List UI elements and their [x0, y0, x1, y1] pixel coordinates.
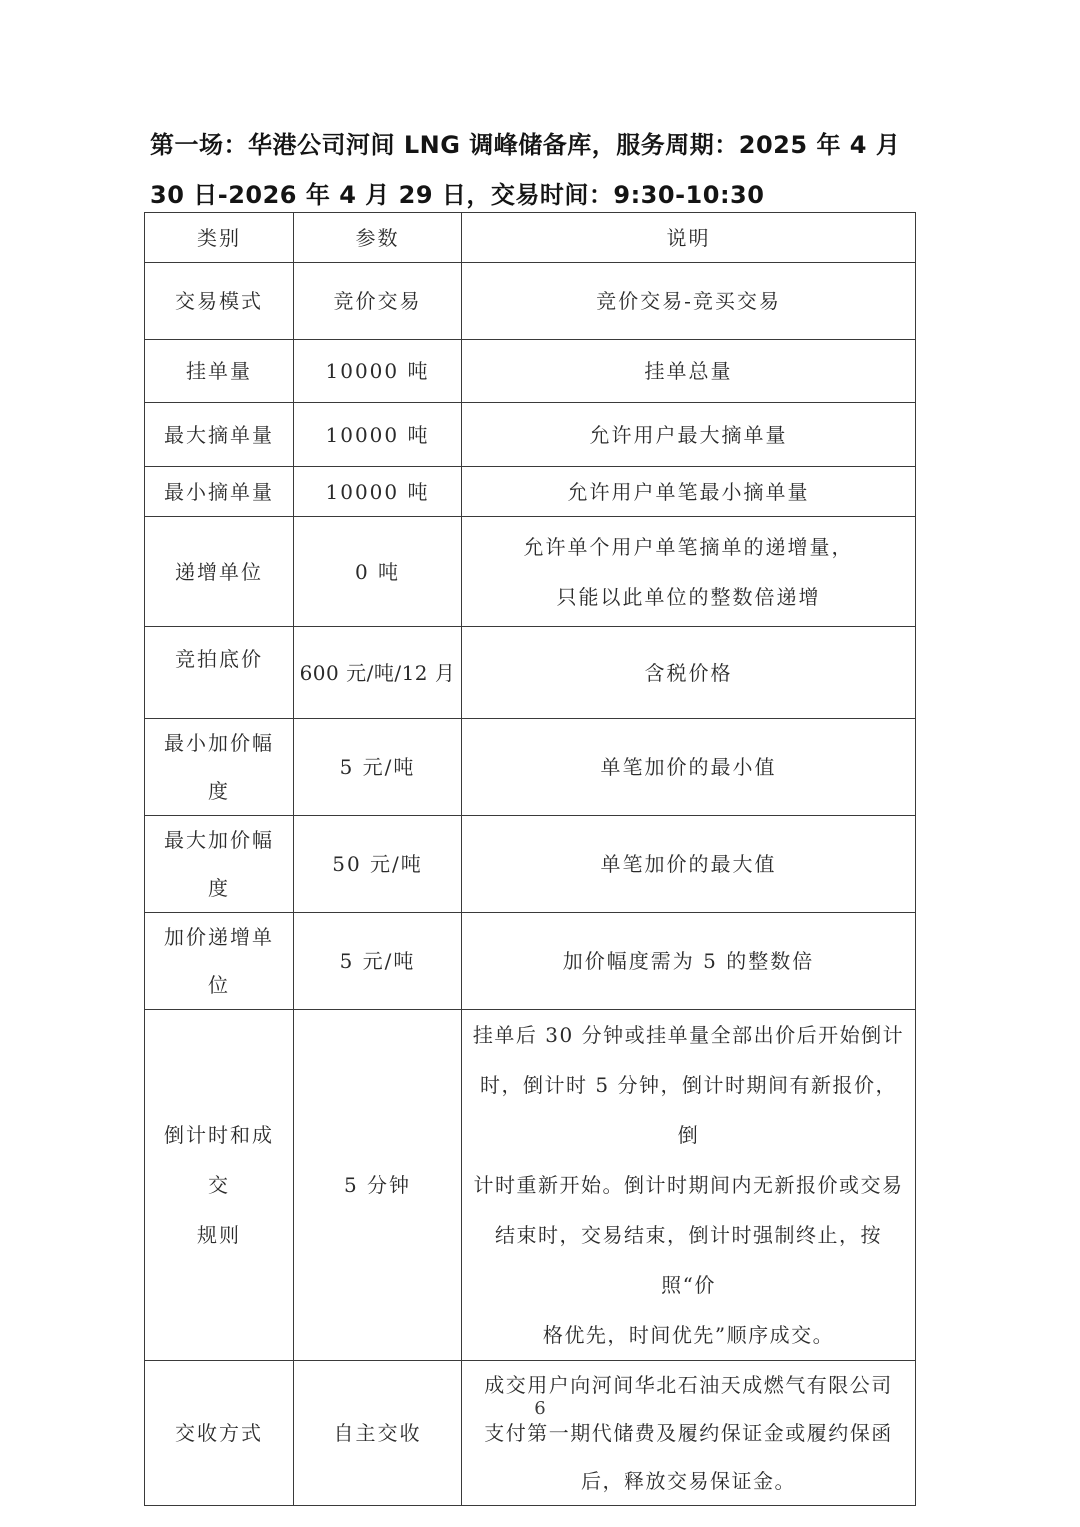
row-desc: 单笔加价的最大值	[462, 816, 916, 913]
row-desc	[462, 1361, 916, 1506]
row-param: 10000 吨	[294, 403, 462, 467]
table-row	[145, 1361, 916, 1506]
row-param: 自主交收	[294, 1361, 462, 1506]
row-category	[145, 1010, 294, 1361]
page-number: 6	[534, 1398, 546, 1419]
desc-line: 结束时，交易结束，倒计时强制终止，按照“价	[495, 1223, 882, 1297]
header-param: 参数	[294, 213, 462, 263]
row-category: 加价递增单位	[145, 913, 294, 1010]
table-row	[145, 517, 916, 627]
row-param: 0 吨	[294, 517, 462, 627]
row-desc: 单笔加价的最小值	[462, 719, 916, 816]
table-row	[145, 913, 916, 1010]
table-header-row	[145, 213, 916, 263]
row-category: 挂单量	[145, 340, 294, 403]
desc-line: 时，倒计时 5 分钟，倒计时期间有新报价，倒	[480, 1073, 897, 1147]
row-category: 交易模式	[145, 263, 294, 340]
section-heading	[150, 120, 930, 220]
row-param: 5 元/吨	[294, 913, 462, 1010]
desc-line: 允许单个用户单笔摘单的递增量，	[523, 534, 854, 559]
desc-line: 成交用户向河间华北石油天成燃气有限公司	[484, 1373, 893, 1397]
desc-line: 计时重新开始。倒计时期间内无新报价或交易	[473, 1173, 904, 1197]
category-line: 规则	[197, 1223, 241, 1247]
row-desc	[462, 517, 916, 627]
row-category: 交收方式	[145, 1361, 294, 1506]
row-desc: 允许用户最大摘单量	[462, 403, 916, 467]
row-param: 600 元/吨/12 月	[294, 627, 462, 719]
table-row	[145, 719, 916, 816]
row-desc: 加价幅度需为 5 的整数倍	[462, 913, 916, 1010]
table-row	[145, 1010, 916, 1361]
row-desc: 竞价交易-竞买交易	[462, 263, 916, 340]
row-desc	[462, 1010, 916, 1361]
row-desc: 含税价格	[462, 627, 916, 719]
row-category: 最小摘单量	[145, 467, 294, 517]
row-param: 5 分钟	[294, 1010, 462, 1361]
table-row	[145, 403, 916, 467]
desc-line: 挂单后 30 分钟或挂单量全部出价后开始倒计	[472, 1023, 905, 1047]
row-param: 竞价交易	[294, 263, 462, 340]
table-row	[145, 467, 916, 517]
table-row	[145, 627, 916, 719]
row-desc: 允许用户单笔最小摘单量	[462, 467, 916, 517]
row-category: 竞拍底价	[145, 627, 294, 719]
row-desc: 挂单总量	[462, 340, 916, 403]
category-line: 倒计时和成交	[164, 1123, 274, 1197]
heading-line-2: 30 日-2026 年 4 月 29 日，交易时间：9:30-10:30	[150, 181, 765, 209]
desc-line: 只能以此单位的整数倍递增	[556, 584, 821, 609]
row-category: 最大摘单量	[145, 403, 294, 467]
heading-line-1: 第一场：华港公司河间 LNG 调峰储备库，服务周期：2025 年 4 月	[150, 131, 901, 159]
trading-parameters-table	[144, 212, 916, 1506]
row-param: 5 元/吨	[294, 719, 462, 816]
row-param: 10000 吨	[294, 467, 462, 517]
table-row	[145, 263, 916, 340]
header-category: 类别	[145, 213, 294, 263]
row-category: 递增单位	[145, 517, 294, 627]
desc-line: 后，释放交易保证金。	[581, 1469, 796, 1493]
row-category: 最大加价幅度	[145, 816, 294, 913]
row-category: 最小加价幅度	[145, 719, 294, 816]
header-desc: 说明	[462, 213, 916, 263]
desc-line: 格优先，时间优先”顺序成交。	[542, 1323, 835, 1347]
table-row	[145, 340, 916, 403]
row-param: 10000 吨	[294, 340, 462, 403]
table-row	[145, 816, 916, 913]
desc-line: 支付第一期代储费及履约保证金或履约保函	[484, 1421, 893, 1445]
row-param: 50 元/吨	[294, 816, 462, 913]
